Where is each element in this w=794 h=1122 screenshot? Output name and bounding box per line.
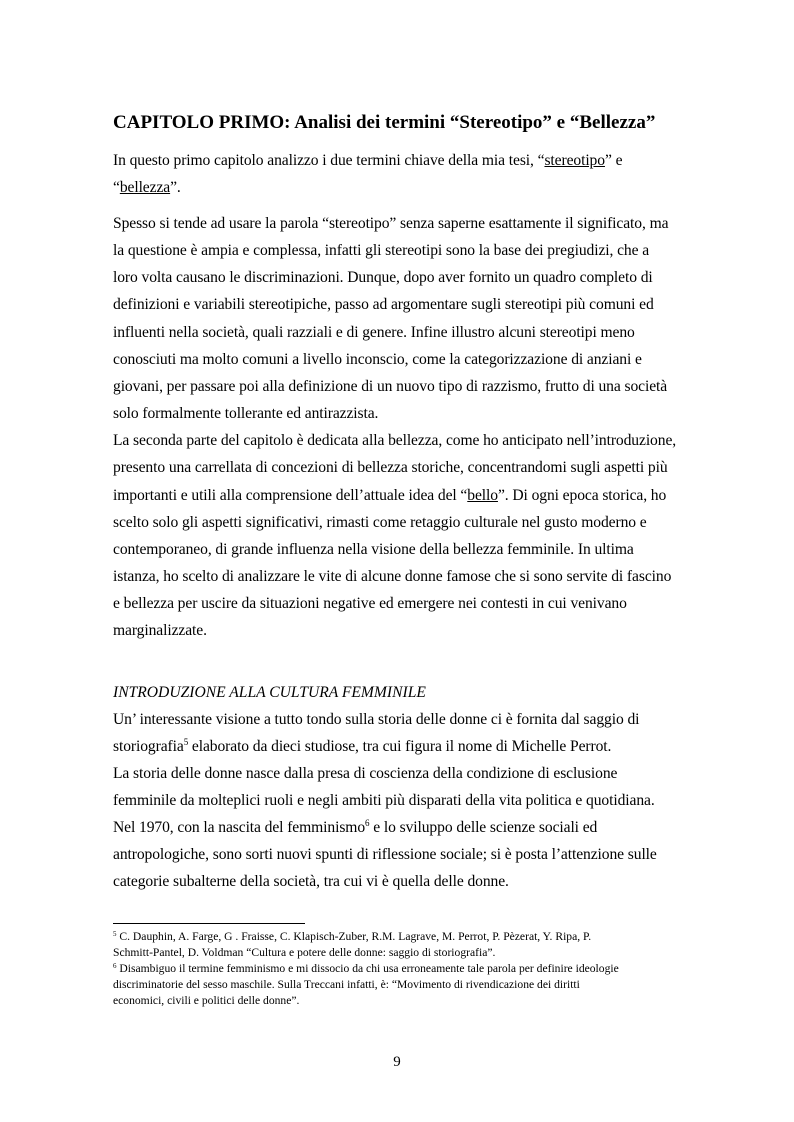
bellezza-link[interactable]: bellezza	[119, 179, 171, 196]
para1-line: conosciuti ma molto comuni a livello inconscio, come la categorizzazione di anziani e	[113, 351, 642, 368]
intro-text: ” e	[604, 152, 623, 169]
stereotipo-link[interactable]: stereotipo	[544, 152, 605, 169]
footnote-text: C. Dauphin, A. Farge, G . Fraisse, C. Klapisch-Zuber, R.M. Lagrave, M. Perrot, P. Pèzerat, Y. Ripa, P.	[116, 930, 592, 943]
page-number: 9	[393, 1054, 401, 1070]
para2-line-3	[113, 487, 666, 505]
footnote-ref-5[interactable]: 5	[183, 737, 189, 747]
para1-line: la questione è ampia e complessa, infatti gli stereotipi sono la base dei pregiudizi, che a	[113, 242, 650, 259]
footnote-5-line-1	[113, 930, 591, 943]
para3-text: e lo sviluppo delle scienze sociali ed	[369, 819, 598, 836]
para1-line: Spesso si tende ad usare la parola “stereotipo” senza saperne esattamente il significato, ma	[113, 215, 669, 232]
para3-text: Nel 1970, con la nascita del femminismo	[113, 819, 366, 836]
footnote-6-line-3: economici, civili e politici delle donne”.	[113, 994, 300, 1007]
para2-line: istanza, ho scelto di analizzare le vite di alcune donne famose che si sono servite di fascino	[113, 568, 672, 585]
para1-line: influenti nella società, quali razziali e di genere. Infine illustro alcuni stereotipi meno	[113, 324, 635, 341]
para3-line-2	[113, 738, 611, 756]
bello-link[interactable]: bello	[467, 487, 498, 504]
para2-line: La seconda parte del capitolo è dedicata alla bellezza, come ho anticipato nell’introduzione,	[113, 432, 677, 449]
para2-text: ”. Di ogni epoca storica, ho	[497, 487, 667, 504]
para3-line: La storia delle donne nasce dalla presa di coscienza della condizione di esclusione	[113, 765, 618, 782]
footnote-text: Disambiguo il termine femminismo e mi dissocio da chi usa erroneamente tale parola per definire ideologie	[116, 962, 619, 975]
intro-line-1	[113, 152, 622, 170]
para2-line: contemporaneo, di grande influenza nella visione della bellezza femminile. In ultima	[113, 541, 634, 558]
para1-line: definizioni e variabili stereotipiche, passo ad argomentare sugli stereotipi più comuni ed	[113, 296, 654, 313]
para1-line: giovani, per passare poi alla definizione di un nuovo tipo di razzismo, frutto di una società	[113, 378, 668, 395]
intro-text: “	[113, 179, 120, 196]
para2-line: scelto solo gli aspetti significativi, rimasti come retaggio culturale nel gusto moderno e	[113, 514, 647, 531]
footnote-5-number: 5	[113, 930, 117, 938]
para2-line: presento una carrellata di concezioni di bellezza storiche, concentrandomi sugli aspetti più	[113, 459, 668, 476]
para3-text: storiografia	[113, 738, 184, 755]
chapter-title: CAPITOLO PRIMO: Analisi dei termini “Stereotipo” e “Bellezza”	[113, 112, 656, 133]
footnote-separator	[113, 923, 305, 924]
para3-line: categorie subalterne della società, tra cui vi è quella delle donne.	[113, 873, 509, 890]
footnote-6-number: 6	[113, 962, 117, 970]
intro-line-2	[113, 179, 181, 197]
para2-text: importanti e utili alla comprensione dell’attuale idea del “	[113, 487, 468, 504]
footnote-ref-6[interactable]: 6	[365, 818, 370, 828]
intro-text: In questo primo capitolo analizzo i due termini chiave della mia tesi, “	[113, 152, 545, 169]
footnote-5-line-2: Schmitt-Pantel, D. Voldman “Cultura e potere delle donne: saggio di storiografia”.	[113, 946, 496, 959]
footnote-6-line-2: discriminatorie del sesso maschile. Sulla Treccani infatti, è: “Movimento di rivendicazione dei diritti	[113, 978, 580, 991]
para3-line: femminile da molteplici ruoli e negli ambiti più disparati della vita politica e quotidiana.	[113, 792, 655, 809]
para3-line: Un’ interessante visione a tutto tondo sulla storia delle donne ci è fornita dal saggio di	[113, 711, 640, 728]
section-heading: INTRODUZIONE ALLA CULTURA FEMMINILE	[113, 684, 426, 701]
para1-line: solo formalmente tollerante ed antirazzista.	[113, 405, 379, 422]
para3-line-5	[113, 819, 597, 837]
footnote-6-line-1	[113, 962, 619, 975]
para3-line: antropologiche, sono sorti nuovi spunti di riflessione sociale; si è posta l’attenzione sulle	[113, 846, 657, 863]
para1-line: loro volta causano le discriminazioni. Dunque, dopo aver fornito un quadro completo di	[113, 269, 653, 286]
para2-line: marginalizzate.	[113, 622, 207, 639]
para3-text: elaborato da dieci studiose, tra cui figura il nome di Michelle Perrot.	[188, 738, 612, 755]
intro-text: ”.	[170, 179, 181, 196]
para2-line: e bellezza per uscire da situazioni negative ed emergere nei contesti in cui venivano	[113, 595, 627, 612]
